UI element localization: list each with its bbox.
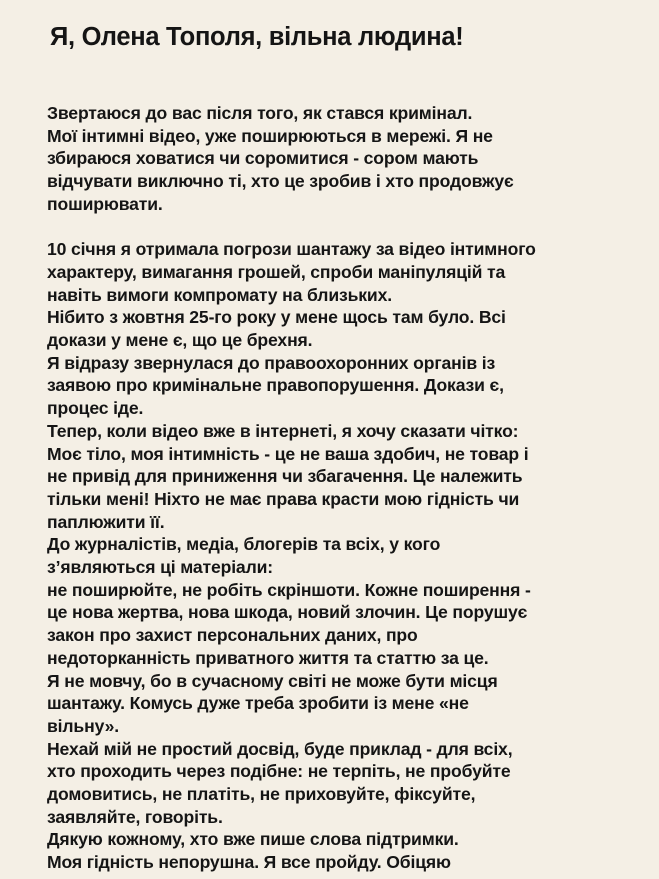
text-line: Я відразу звернулася до правоохоронних органів із	[47, 352, 496, 373]
text-line: поширювати.	[47, 193, 163, 214]
statement-title: Я, Олена Тополя, вільна людина!	[50, 23, 464, 51]
text-line: навіть вимоги компромату на близьких.	[47, 284, 392, 305]
text-line: відчувати виключно ті, хто це зробив і хто продовжує	[47, 171, 514, 192]
text-line: До журналістів, медіа, блогерів та всіх, у кого	[47, 534, 441, 555]
text-line: Мої інтимні відео, уже поширюються в мережі. Я не	[47, 125, 493, 146]
text-line: Моя гідність непорушна. Я все пройду. Обіцяю	[47, 852, 451, 873]
text-line: домовитись, не платіть, не приховуйте, фіксуйте,	[47, 784, 476, 805]
text-line: докази у мене є, що це брехня.	[47, 330, 313, 351]
text-line: не поширюйте, не робіть скріншоти. Кожне поширення -	[47, 579, 531, 600]
text-line: шантажу. Комусь дуже треба зробити із мене «не	[47, 693, 469, 714]
text-line: заявою про кримінальне правопорушення. Докази є,	[47, 375, 504, 396]
text-line: процес іде.	[47, 398, 144, 419]
text-line: закон про захист персональних даних, про	[47, 625, 418, 646]
text-line: вільну».	[47, 715, 120, 736]
statement-body	[47, 102, 619, 874]
text-line: недоторканність приватного життя та статтю за це.	[47, 647, 489, 668]
text-line: з’являються ці матеріали:	[47, 557, 273, 578]
text-line: Звертаюся до вас після того, як стався кримінал.	[47, 103, 473, 123]
text-line: Дякую кожному, хто вже пише слова підтримки.	[47, 829, 459, 850]
text-line: збираюся ховатися чи соромитися - сором мають	[47, 148, 479, 169]
text-line: не привід для приниження чи збагачення. Це належить	[47, 466, 523, 487]
paragraph-spacer	[47, 216, 619, 239]
text-line: характеру, вимагання грошей, спроби маніпуляцій та	[47, 261, 506, 282]
text-line: Я не мовчу, бо в сучасному світі не може бути місця	[47, 670, 498, 691]
text-line: тільки мені! Ніхто не має права красти мою гідність чи	[47, 488, 520, 509]
paragraph-main	[47, 238, 619, 874]
text-line: заявляйте, говоріть.	[47, 806, 223, 827]
text-line: Тепер, коли відео вже в інтернеті, я хочу сказати чітко:	[47, 420, 519, 441]
text-line: це нова жертва, нова шкода, новий злочин. Це порушує	[47, 602, 528, 623]
text-line: паплюжити її.	[47, 511, 165, 532]
text-line: Моє тіло, моя інтимність - це не ваша здобич, не товар і	[47, 443, 529, 464]
text-line: хто проходить через подібне: не терпіть, не пробуйте	[47, 761, 511, 782]
text-line: Нібито з жовтня 25-го року у мене щось там було. Всі	[47, 307, 506, 328]
text-line: 10 січня я отримала погрози шантажу за відео інтимного	[47, 239, 536, 260]
text-line: Нехай мій не простий досвід, буде приклад - для всіх,	[47, 738, 513, 759]
paragraph-intro	[47, 102, 619, 216]
